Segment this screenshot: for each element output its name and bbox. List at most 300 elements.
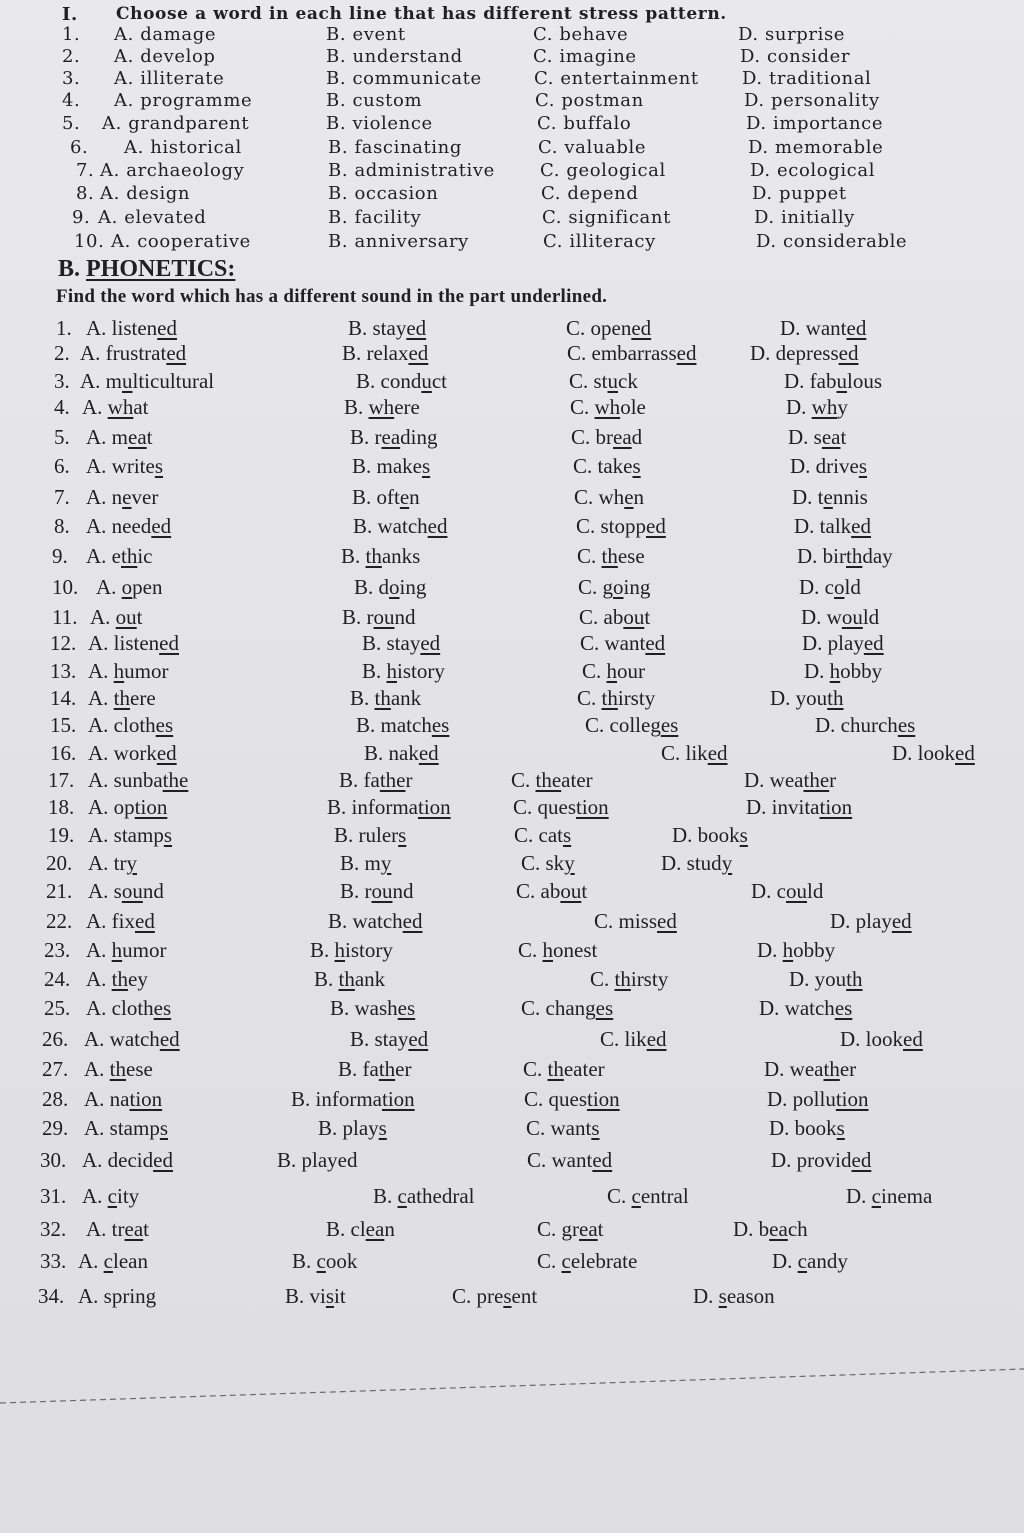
option-prefix: D. talk: [794, 514, 852, 538]
option-c: [570, 395, 646, 420]
option-b: B. communicate: [326, 68, 482, 89]
option-underlined: e: [823, 485, 833, 509]
option-suffix: ese: [126, 1057, 153, 1081]
option-underlined: ed: [153, 1148, 173, 1172]
option-underlined: ed: [891, 909, 912, 933]
option-prefix: B. watch: [353, 514, 428, 538]
option-c: [573, 454, 641, 479]
option-underlined: ea: [769, 1217, 788, 1241]
option-prefix: D. c: [751, 879, 786, 903]
option-prefix: D. want: [780, 316, 847, 340]
option-b: B. fascinating: [328, 137, 462, 158]
option-prefix: A. n: [86, 485, 123, 509]
option-suffix: t: [840, 425, 847, 449]
phonetics-question-row: [0, 1116, 1024, 1142]
option-b: [362, 659, 445, 684]
option-underlined: ed: [408, 341, 429, 365]
option-prefix: C. stopp: [576, 514, 647, 538]
option-b: B. facility: [328, 207, 422, 228]
option-underlined: ou: [373, 605, 395, 629]
phonetics-question-row: [0, 713, 1024, 739]
option-underlined: ed: [646, 1027, 667, 1051]
option-b: [338, 1057, 412, 1082]
option-suffix: t: [581, 879, 588, 903]
option-underlined: e: [624, 485, 634, 509]
option-c: [537, 1217, 604, 1242]
section-1-number: I.: [62, 4, 78, 25]
option-prefix: B. vi: [285, 1284, 326, 1308]
option-underlined: c: [397, 1184, 407, 1208]
option-a: [86, 316, 177, 341]
option-prefix: C.: [607, 1184, 632, 1208]
option-prefix: C.: [570, 395, 595, 419]
question-number: 10.: [74, 231, 105, 252]
question-number: 14.: [50, 686, 77, 710]
option-prefix: D.: [772, 1249, 798, 1273]
question-number: 4.: [62, 90, 81, 111]
option-c: [585, 713, 678, 738]
option-suffix: nnis: [832, 485, 868, 509]
option-prefix: A.: [88, 686, 114, 710]
option-underlined: ed: [408, 1027, 429, 1051]
option-underlined: s: [562, 823, 572, 847]
option-underlined: ed: [157, 316, 177, 340]
option-underlined: ea: [128, 425, 147, 449]
option-underlined: ed: [631, 316, 652, 340]
option-underlined: y: [380, 851, 392, 875]
option-underlined: s: [503, 1284, 512, 1308]
option-c: [521, 851, 575, 876]
option-suffix: ld: [844, 575, 861, 599]
option-underlined: o: [389, 575, 400, 599]
option-suffix: ck: [618, 369, 638, 393]
option-b: B. occasion: [328, 183, 439, 204]
option-suffix: eason: [726, 1284, 775, 1308]
option-d: [757, 938, 835, 963]
option-d: [750, 341, 858, 366]
option-d: [792, 485, 868, 510]
section-2-title: PHONETICS:: [86, 256, 236, 282]
phonetics-question-row: [0, 425, 1024, 451]
option-suffix: pen: [132, 575, 163, 599]
option-d: [790, 454, 867, 479]
option-c: C. significant: [542, 207, 671, 228]
option-prefix: C.: [537, 1249, 562, 1273]
phonetics-question-row: [0, 659, 1024, 685]
option-d: D. personality: [744, 90, 880, 111]
option-suffix: ey: [128, 967, 148, 991]
stress-question-row: [0, 183, 1024, 209]
option-d: D. consider: [740, 46, 851, 67]
option-b: [356, 713, 449, 738]
option-b: B. violence: [326, 113, 433, 134]
option-c: C. valuable: [538, 137, 647, 158]
option-underlined: th: [113, 686, 131, 710]
option-underlined: es: [660, 713, 679, 737]
phonetics-question-row: [0, 514, 1024, 540]
option-suffix: ook: [325, 1249, 358, 1273]
option-suffix: er: [839, 1057, 857, 1081]
option-b: B. event: [326, 24, 406, 45]
option-underlined: ed: [420, 631, 441, 655]
stress-question-row: [0, 231, 1024, 257]
option-suffix: irsty: [630, 967, 669, 991]
option-suffix: ent: [511, 1284, 538, 1308]
option-prefix: B.: [310, 938, 335, 962]
option-prefix: C. cat: [514, 823, 563, 847]
option-prefix: D. w: [801, 605, 842, 629]
option-suffix: elebrate: [570, 1249, 638, 1273]
option-b: [342, 605, 416, 630]
question-number: 3.: [62, 68, 81, 89]
option-a: [88, 659, 169, 684]
option-underlined: es: [595, 996, 614, 1020]
option-a: [86, 1217, 149, 1242]
option-c: [511, 768, 593, 793]
option-d: [892, 741, 975, 766]
option-b: [318, 1116, 387, 1141]
option-a: [88, 631, 179, 656]
option-c: [516, 879, 587, 904]
option-underlined: ed: [151, 514, 172, 538]
question-number: 13.: [50, 659, 77, 683]
option-underlined: c: [631, 1184, 641, 1208]
option-c: [537, 1249, 637, 1274]
option-underlined: th: [109, 1057, 127, 1081]
option-suffix: umor: [124, 659, 169, 683]
option-suffix: nd: [394, 605, 416, 629]
option-prefix: D.: [786, 395, 812, 419]
option-prefix: C. g: [578, 575, 614, 599]
phonetics-question-row: [0, 316, 1024, 342]
option-a: [88, 795, 167, 820]
phonetics-question-row: [0, 768, 1024, 794]
question-number: 5.: [54, 425, 70, 449]
option-underlined: ed: [645, 631, 666, 655]
option-a: [88, 741, 177, 766]
option-suffix: d: [631, 425, 643, 449]
option-underlined: tion: [587, 1087, 620, 1111]
option-prefix: A.: [86, 938, 112, 962]
option-underlined: o: [613, 575, 624, 599]
option-d: [804, 659, 882, 684]
option-c: C. entertainment: [534, 68, 699, 89]
option-prefix: D. look: [892, 741, 955, 765]
phonetics-question-row: [0, 1184, 1024, 1210]
option-d: [815, 713, 915, 738]
option-underlined: u: [122, 369, 133, 393]
option-underlined: ou: [115, 605, 137, 629]
section-1-title: Choose a word in each line that has different stress pattern.: [116, 4, 727, 24]
option-prefix: B. fa: [339, 768, 380, 792]
question-number: 11.: [52, 605, 78, 629]
option-prefix: D. watch: [759, 996, 835, 1020]
option-c: [569, 369, 638, 394]
option-a: [86, 485, 158, 510]
option-underlined: th: [374, 686, 391, 710]
option-d: [830, 909, 912, 934]
option-a: [78, 1284, 156, 1309]
phonetics-question-row: [0, 1217, 1024, 1243]
option-underlined: h: [606, 659, 618, 683]
question-number: 30.: [40, 1148, 67, 1172]
option-d: D. memorable: [748, 137, 884, 158]
option-b: [339, 768, 412, 793]
option-underlined: wh: [594, 395, 621, 419]
option-underlined: h: [111, 938, 123, 962]
option-prefix: B. stay: [350, 1027, 409, 1051]
option-a: [84, 1027, 180, 1052]
option-underlined: ed: [402, 909, 423, 933]
option-prefix: C. pre: [452, 1284, 504, 1308]
option-suffix: ld: [807, 879, 824, 903]
question-number: 28.: [42, 1087, 69, 1111]
option-prefix: A. e: [86, 544, 121, 568]
option-underlined: ea: [365, 1217, 385, 1241]
option-d: [693, 1284, 775, 1309]
option-suffix: ver: [131, 485, 159, 509]
question-number: 29.: [42, 1116, 69, 1140]
option-a: [84, 1087, 162, 1112]
option-prefix: C. lik: [661, 741, 708, 765]
option-a: [84, 1116, 168, 1141]
question-number: 16.: [50, 741, 77, 765]
option-prefix: D. book: [672, 823, 740, 847]
option-c: [594, 909, 677, 934]
option-b: [356, 369, 447, 394]
option-d: [759, 996, 852, 1021]
option-suffix: ese: [617, 544, 645, 568]
question-number: 7.: [54, 485, 70, 509]
option-underlined: ou: [560, 879, 582, 903]
option-underlined: u: [421, 369, 432, 393]
question-number: 12.: [50, 631, 77, 655]
option-underlined: c: [871, 1184, 881, 1208]
option-underlined: th: [846, 967, 863, 991]
option-underlined: th: [338, 967, 355, 991]
option-d: [801, 605, 879, 630]
phonetics-question-row: [0, 879, 1024, 905]
option-d: [789, 967, 863, 992]
option-underlined: ed: [707, 741, 728, 765]
option-suffix: onest: [553, 938, 598, 962]
option-d: [784, 369, 882, 394]
option-suffix: lticultural: [132, 369, 215, 393]
option-a: [86, 996, 171, 1021]
question-number: 6.: [70, 137, 89, 158]
option-prefix: D. depress: [750, 341, 839, 365]
question-number: 32.: [40, 1217, 67, 1241]
phonetics-question-row: [0, 851, 1024, 877]
option-prefix: B.: [344, 395, 369, 419]
option-a: [82, 1148, 173, 1173]
option-suffix: r: [829, 768, 837, 792]
option-prefix: A. tr: [86, 1217, 125, 1241]
option-d: [846, 1184, 932, 1209]
option-underlined: ed: [646, 514, 666, 538]
option-a: A. design: [100, 183, 191, 204]
option-prefix: B. watch: [328, 909, 403, 933]
option-prefix: D. wea: [764, 1057, 824, 1081]
option-underlined: es: [834, 996, 853, 1020]
option-suffix: anks: [381, 544, 421, 568]
option-underlined: s: [154, 454, 164, 478]
option-prefix: A. frustrat: [80, 341, 167, 365]
question-number: 26.: [42, 1027, 69, 1051]
option-prefix: A. write: [86, 454, 155, 478]
option-prefix: C. sk: [521, 851, 565, 875]
option-prefix: D. c: [799, 575, 834, 599]
question-number: 27.: [42, 1057, 69, 1081]
option-suffix: n: [409, 485, 420, 509]
option-a: [88, 686, 156, 711]
option-prefix: C. ques: [513, 795, 576, 819]
option-prefix: D. wea: [744, 768, 804, 792]
option-underlined: ea: [579, 1217, 598, 1241]
section-2-prefix: B.: [58, 256, 81, 282]
option-prefix: B.: [341, 544, 366, 568]
option-c: [661, 741, 728, 766]
option-c: [566, 316, 651, 341]
option-underlined: the: [535, 768, 562, 792]
option-suffix: istory: [345, 938, 393, 962]
section-2-heading: [58, 256, 235, 283]
option-prefix: D.: [804, 659, 830, 683]
option-suffix: n: [384, 1217, 395, 1241]
option-prefix: A.: [78, 1249, 104, 1273]
option-suffix: ic: [137, 544, 153, 568]
option-prefix: C. ab: [579, 605, 624, 629]
option-prefix: B. played: [277, 1148, 358, 1172]
option-underlined: es: [153, 996, 172, 1020]
phonetics-question-row: [0, 1027, 1024, 1053]
option-d: [764, 1057, 856, 1082]
option-b: [373, 1184, 474, 1209]
option-prefix: B. informa: [291, 1087, 382, 1111]
option-b: [292, 1249, 357, 1274]
option-c: [600, 1027, 667, 1052]
option-underlined: tion: [129, 1087, 163, 1111]
option-d: [661, 851, 732, 876]
option-underlined: wh: [811, 395, 838, 419]
option-suffix: nd: [392, 879, 414, 903]
question-number: 25.: [44, 996, 71, 1020]
option-underlined: c: [103, 1249, 113, 1273]
option-c: [527, 1148, 612, 1173]
phonetics-question-row: [0, 605, 1024, 631]
option-a: A. illiterate: [114, 68, 225, 89]
option-a: [88, 768, 188, 793]
option-underlined: s: [591, 1116, 600, 1140]
option-prefix: A. fix: [86, 909, 135, 933]
option-prefix: D. fab: [784, 369, 837, 393]
option-suffix: ity: [117, 1184, 140, 1208]
option-suffix: istory: [397, 659, 445, 683]
option-a: [86, 938, 167, 963]
option-b: [341, 544, 420, 569]
phonetics-question-row: [0, 967, 1024, 993]
option-prefix: A.: [82, 395, 108, 419]
option-b: [352, 485, 420, 510]
option-underlined: s: [325, 1284, 335, 1308]
option-underlined: ed: [159, 631, 179, 655]
option-suffix: our: [617, 659, 646, 683]
question-number: 18.: [48, 795, 75, 819]
option-suffix: ing: [399, 575, 427, 599]
option-prefix: A. cloth: [86, 996, 154, 1020]
option-underlined: s: [739, 823, 748, 847]
option-a: [86, 967, 148, 992]
option-prefix: B.: [373, 1184, 398, 1208]
option-suffix: t: [597, 1217, 604, 1241]
option-underlined: ed: [851, 514, 871, 538]
option-underlined: ed: [156, 741, 177, 765]
option-a: [82, 1184, 139, 1209]
option-prefix: A. watch: [84, 1027, 160, 1051]
option-a: A. historical: [124, 137, 242, 158]
option-c: [571, 425, 642, 450]
option-prefix: B.: [292, 1249, 317, 1273]
option-prefix: B. make: [352, 454, 422, 478]
option-prefix: C. chang: [521, 996, 596, 1020]
option-c: C. buffalo: [537, 113, 632, 134]
option-prefix: A.: [82, 1184, 108, 1208]
option-prefix: A. decid: [82, 1148, 154, 1172]
question-number: 21.: [46, 879, 73, 903]
option-suffix: it: [334, 1284, 346, 1308]
option-suffix: ct: [431, 369, 447, 393]
option-underlined: c: [561, 1249, 571, 1273]
option-underlined: c: [316, 1249, 326, 1273]
option-b: [350, 1027, 428, 1052]
option-underlined: ed: [838, 341, 859, 365]
option-underlined: ed: [863, 631, 884, 655]
option-prefix: B. relax: [342, 341, 409, 365]
option-prefix: B. play: [318, 1116, 379, 1140]
option-a: A. grandparent: [102, 113, 250, 134]
option-prefix: B. nak: [364, 741, 419, 765]
option-prefix: C. wh: [574, 485, 625, 509]
option-b: [327, 795, 451, 820]
phonetics-question-row: [0, 823, 1024, 849]
option-prefix: D. bir: [797, 544, 846, 568]
option-underlined: h: [334, 938, 346, 962]
question-number: 8.: [76, 183, 95, 204]
phonetics-question-row: [0, 1087, 1024, 1113]
option-c: C. postman: [535, 90, 644, 111]
option-prefix: B. stay: [362, 631, 421, 655]
option-c: [577, 686, 655, 711]
option-suffix: y: [837, 395, 848, 419]
option-underlined: tion: [134, 795, 168, 819]
option-prefix: C. miss: [594, 909, 658, 933]
option-d: D. surprise: [738, 24, 846, 45]
option-b: [354, 575, 426, 600]
option-underlined: ea: [821, 425, 841, 449]
question-number: 6.: [54, 454, 70, 478]
option-prefix: A. work: [88, 741, 157, 765]
option-b: [344, 395, 420, 420]
option-prefix: A. m: [86, 425, 128, 449]
option-a: A. archaeology: [100, 160, 245, 181]
option-d: [744, 768, 836, 793]
option-suffix: t: [136, 605, 143, 629]
phonetics-question-row: [0, 575, 1024, 601]
phonetics-question-row: [0, 485, 1024, 511]
option-a: [88, 851, 137, 876]
question-number: 23.: [44, 938, 71, 962]
option-underlined: tion: [381, 1087, 415, 1111]
